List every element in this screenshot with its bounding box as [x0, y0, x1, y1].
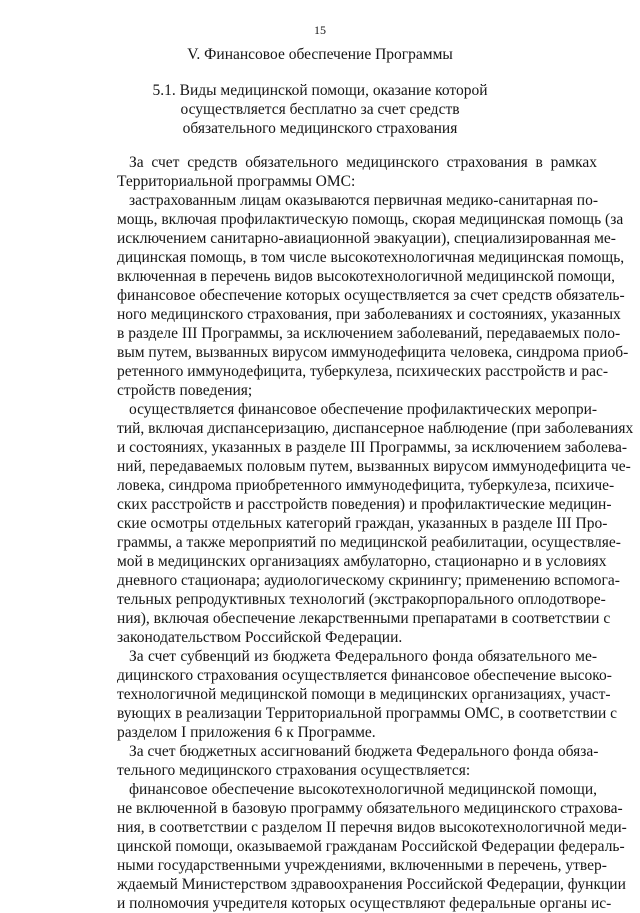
text-line: За счет субвенций из бюджета Федерального фонда обязательного ме- [129, 648, 597, 665]
text-line: граммы, а также мероприятий по медицинской реабилитации, осуществляе- [117, 534, 621, 551]
text-line: ного медицинского страхования, при заболеваниях и состояниях, указанных [117, 306, 621, 323]
text-line: исключением санитарно-авиационной эвакуации), специализированная ме- [117, 230, 616, 247]
text-line: тий, включая диспансеризацию, диспансерное наблюдение (при заболеваниях [117, 420, 634, 437]
text-line: ских расстройств и расстройств поведения) и профилактические медицин- [117, 496, 612, 513]
text-line: дицинского страхования осуществляется финансовое обеспечение высоко- [117, 667, 612, 684]
text-line: тельных репродуктивных технологий (экстракорпорального оплодотворе- [117, 591, 606, 608]
page-number: 15 [314, 23, 326, 37]
text-line: ские осмотры отдельных категорий граждан, указанных в разделе III Про- [117, 515, 608, 532]
text-line: и состояниях, указанных в разделе III Программы, за исключением заболева- [117, 439, 628, 456]
text-line: дицинская помощь, в том числе высокотехнологичная медицинская помощь, [117, 249, 625, 266]
text-line: законодательством Российской Федерации. [117, 629, 403, 646]
text-line: вым путем, вызванных вирусом иммунодефицита человека, синдрома приоб- [117, 344, 629, 361]
subsection-title-line: осуществляется бесплатно за счет средств [180, 101, 460, 118]
text-line: финансовое обеспечение высокотехнологичной медицинской помощи, [129, 781, 597, 798]
text-line: в разделе III Программы, за исключением заболеваний, передаваемых поло- [117, 325, 621, 342]
text-line: и полномочия учредителя которых осуществляют федеральные органы ис- [117, 895, 612, 912]
text-line: тельного медицинского страхования осуществляется: [117, 762, 471, 779]
text-line: финансовое обеспечение которых осуществляется за счет средств обязатель- [117, 287, 625, 304]
subsection-title-line: обязательного медицинского страхования [182, 120, 458, 137]
section-title: V. Финансовое обеспечение Программы [187, 46, 453, 63]
text-line: осуществляется финансовое обеспечение профилактических меропри- [129, 401, 598, 418]
text-line: ретенного иммунодефицита, туберкулеза, психических расстройств и рас- [117, 363, 609, 380]
body-text [117, 153, 634, 913]
text-line: мощь, включая профилактическую помощь, скорая медицинская помощь (за [117, 211, 624, 228]
text-line: включенная в перечень видов высокотехнологичной медицинской помощи, [117, 268, 616, 285]
text-line: За счет средств обязательного медицинского страхования в рамках [129, 154, 597, 171]
text-line: не включенной в базовую программу обязательного медицинского страхова- [117, 800, 623, 817]
text-line: дневного стационара; аудиологическому скринингу; применению вспомога- [117, 572, 620, 589]
text-line: разделом I приложения 6 к Программе. [117, 724, 376, 741]
text-line: технологичной медицинской помощи в медицинских организациях, участ- [117, 686, 611, 703]
text-line: ными государственными учреждениями, включенными в перечень, утвер- [117, 857, 607, 874]
subsection-title [0, 81, 640, 138]
text-line: ний, передаваемых половым путем, вызванных вирусом иммунодефицита че- [117, 458, 631, 475]
text-line: ния), включая обеспечение лекарственными препаратами в соответствии с [117, 610, 611, 627]
text-line: ния, в соответствии с разделом II перечня видов высокотехнологичной меди- [117, 819, 627, 836]
text-line: мой в медицинских организациях амбулаторно, стационарно и в условиях [117, 553, 607, 570]
text-line: ждаемый Министерством здравоохранения Российской Федерации, функции [117, 876, 626, 893]
text-line: застрахованным лицам оказываются первичная медико-санитарная по- [129, 192, 598, 209]
text-line: вующих в реализации Территориальной программы ОМС, в соответствии с [117, 705, 618, 722]
text-line: стройств поведения; [117, 382, 253, 399]
text-line: ловека, синдрома приобретенного иммунодефицита, туберкулеза, психиче- [117, 477, 615, 494]
text-line: цинской помощи, оказываемой гражданам Российской Федерации федераль- [117, 838, 625, 855]
text-line: Территориальной программы ОМС: [117, 173, 356, 190]
text-line: За счет бюджетных ассигнований бюджета Федерального фонда обяза- [129, 743, 599, 760]
subsection-title-line: 5.1. Виды медицинской помощи, оказание которой [152, 82, 488, 99]
